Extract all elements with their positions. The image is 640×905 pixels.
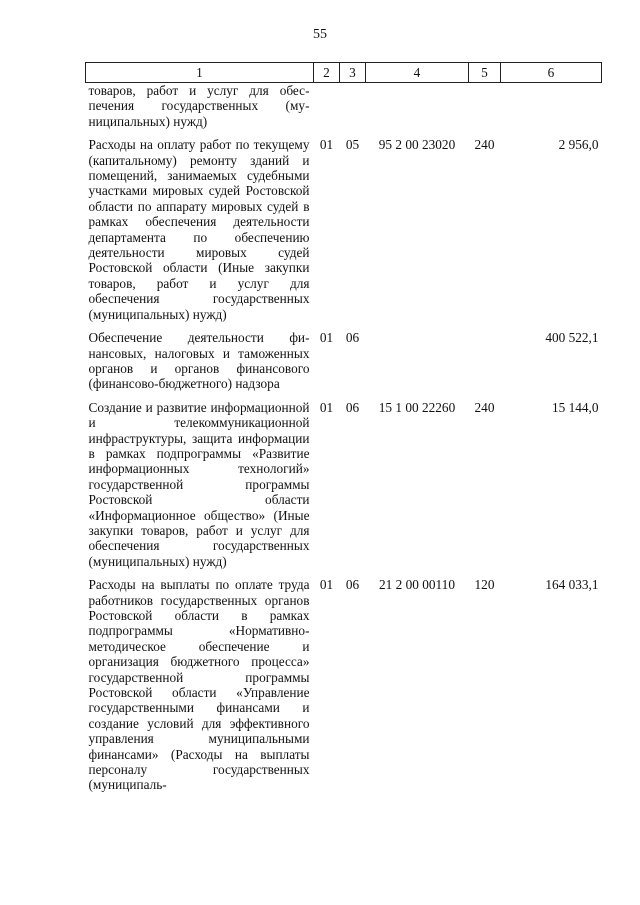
row-expense-type <box>469 83 501 130</box>
row-amount: 164 033,1 <box>545 577 599 593</box>
row-target-code: 95 2 00 23020 <box>378 137 456 153</box>
row-section: 01 <box>319 137 334 153</box>
row-subsection <box>340 83 366 130</box>
table-row <box>86 392 602 569</box>
row-description: Расходы на оплату работ по текущему (капитальному) ремонту зданий и помещений, занимаемых судебными участками мировых судей Ростовской области по аппарату мировых судей в рамках обеспечения деятельности департамента по обеспечению деятельности мировых судей Ростовской области (Иные закупки товаров, работ и услуг для обеспечения государственных (муниципальных) нужд) <box>88 137 310 322</box>
budget-table <box>85 62 602 793</box>
header-row <box>86 63 602 83</box>
header-col-5: 5 <box>469 63 501 83</box>
header-col-4: 4 <box>366 63 469 83</box>
row-amount: 400 522,1 <box>545 330 599 346</box>
row-section: 01 <box>319 399 334 415</box>
row-description: Расходы на выплаты по оплате труда работников государственных органов Ростовской области в рамках подпрограммы «Нормативно-методическое обеспечение и организация бюджетного процесса» государственной программы Ростовской области «Управление государственными финансами и создание условий для эффективного управления муниципальными финансами» (Расходы на выплаты персоналу государственных (муниципаль- <box>88 577 310 793</box>
row-expense-type <box>469 322 501 392</box>
row-target-code: 21 2 00 00110 <box>379 577 455 593</box>
table-row <box>86 83 602 130</box>
row-section: 01 <box>319 330 334 346</box>
row-section <box>314 83 340 130</box>
page-number: 55 <box>313 27 327 42</box>
table-row <box>86 129 602 322</box>
row-amount: 2 956,0 <box>558 137 599 153</box>
row-section: 01 <box>319 577 334 593</box>
table-row <box>86 322 602 392</box>
row-expense-type: 240 <box>474 137 495 153</box>
header-col-3: 3 <box>340 63 366 83</box>
row-amount <box>501 83 602 130</box>
header-col-1: 1 <box>86 63 314 83</box>
row-expense-type: 120 <box>474 577 495 593</box>
row-expense-type: 240 <box>474 399 495 415</box>
row-amount: 15 144,0 <box>551 399 599 415</box>
row-description: товаров, работ и услуг для обеспечения государственных (муниципальных) нужд) <box>88 83 310 129</box>
row-target-code: 15 1 00 22260 <box>378 399 456 415</box>
row-target-code <box>366 83 469 130</box>
row-target-code <box>366 322 469 392</box>
row-subsection: 05 <box>345 137 360 153</box>
row-subsection: 06 <box>345 577 360 593</box>
table-row <box>86 569 602 793</box>
row-subsection: 06 <box>345 330 360 346</box>
row-description: Создание и развитие информационной и телекоммуникационной инфраструктуры, защита информации в рамках подпрограммы «Развитие информационных технологий» государственной программы Ростовской области «Информационное общество» (Иные закупки товаров, работ и услуг для обеспечения государственных (муниципальных) нужд) <box>88 399 310 569</box>
header-col-6: 6 <box>501 63 602 83</box>
row-description: Обеспечение деятельности финансовых, налоговых и таможенных органов и органов финансового (финансово-бюджетного) надзора <box>88 330 310 392</box>
row-subsection: 06 <box>345 399 360 415</box>
header-col-2: 2 <box>314 63 340 83</box>
